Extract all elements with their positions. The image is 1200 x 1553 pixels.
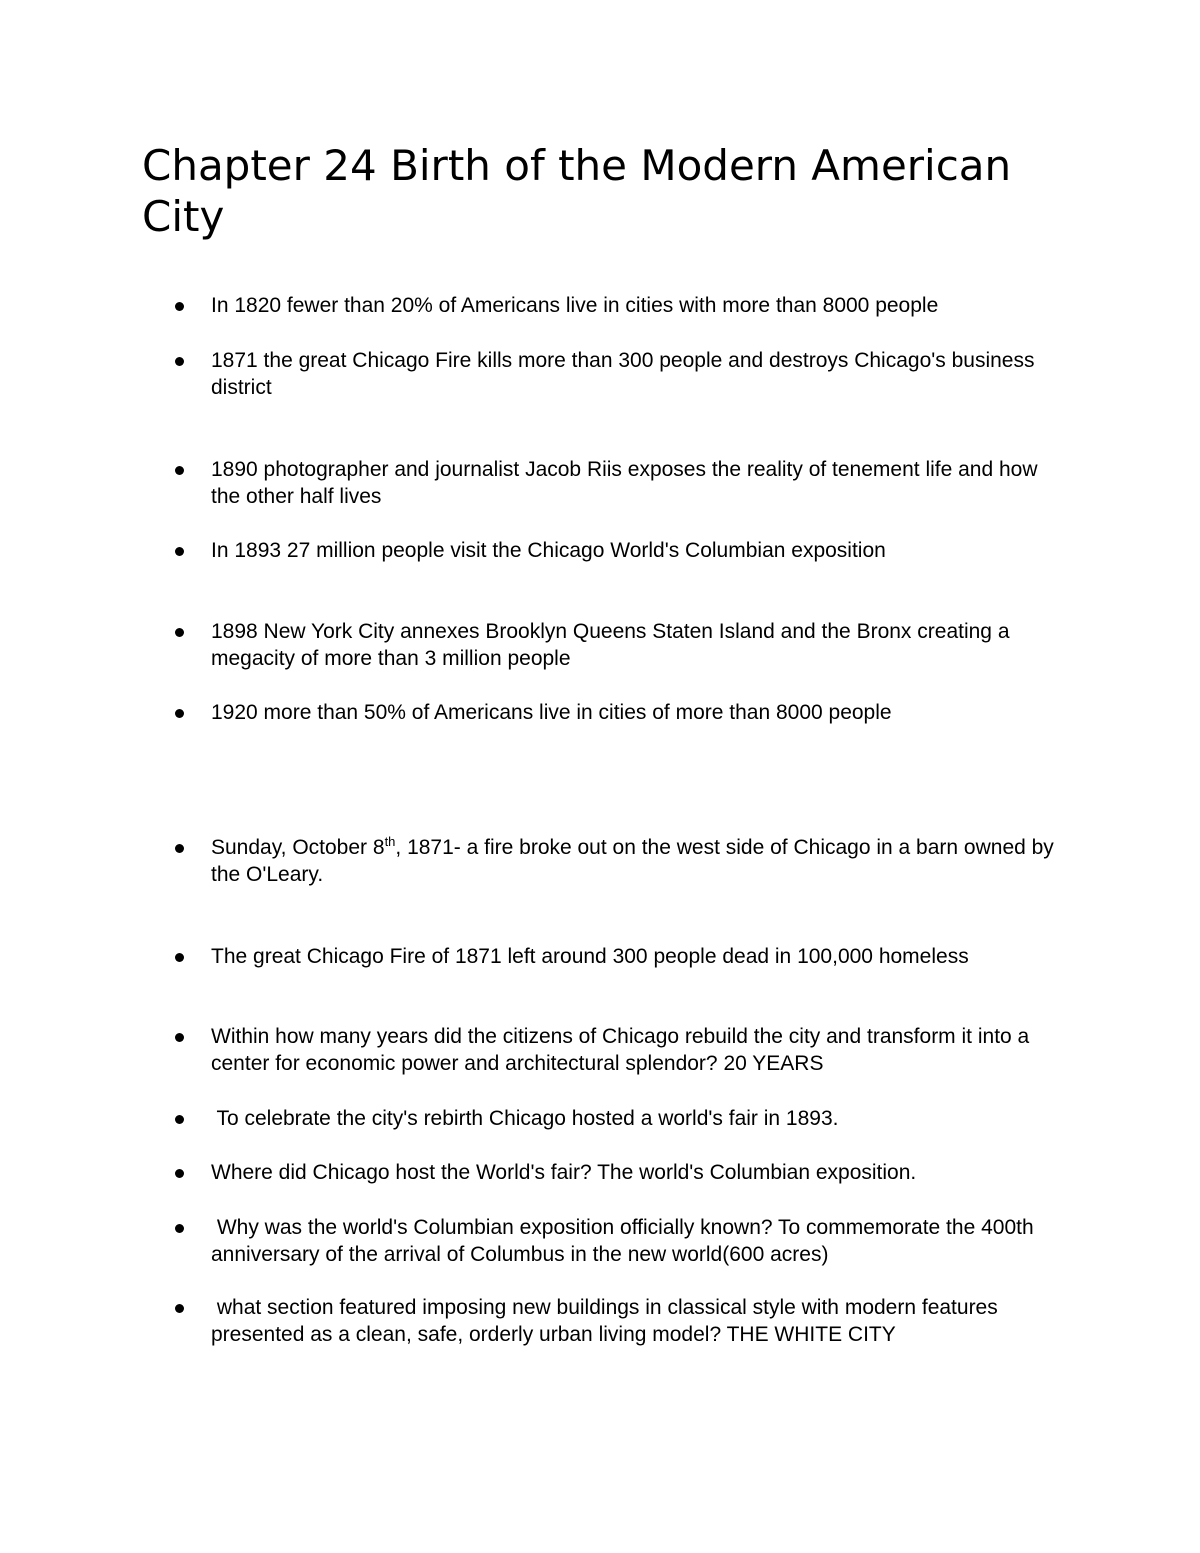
list-item-text: Why was the world's Columbian exposition officially known? To commemorate the 400th anniversary of the arrival of Columbus in the new world(600 acres) xyxy=(211,1216,1040,1266)
list-item xyxy=(211,1294,1061,1348)
list-item xyxy=(211,1159,1061,1186)
list-item xyxy=(211,537,1061,564)
list-item-text: To celebrate the city's rebirth Chicago hosted a world's fair in 1893. xyxy=(211,1107,839,1130)
bullet-icon xyxy=(175,1224,184,1233)
bullet-icon xyxy=(175,709,184,718)
page-title: Chapter 24 Birth of the Modern American City xyxy=(142,141,1012,241)
list-item xyxy=(211,1023,1061,1077)
bullet-icon xyxy=(175,953,184,962)
list-item-text: In 1820 fewer than 20% of Americans live in cities with more than 8000 people xyxy=(211,294,939,317)
list-item-text-start: Sunday, October 8 xyxy=(211,836,385,859)
bullet-icon xyxy=(175,1304,184,1313)
ordinal-suffix: th xyxy=(384,834,396,849)
list-item xyxy=(211,292,1061,319)
bullet-icon xyxy=(175,628,184,637)
bullet-icon xyxy=(175,302,184,311)
list-item-text: 1871 the great Chicago Fire kills more than 300 people and destroys Chicago's business district xyxy=(211,349,1035,399)
list-item xyxy=(211,943,1061,970)
list-item xyxy=(211,456,1061,510)
bullet-icon xyxy=(175,1033,184,1042)
bullet-icon xyxy=(175,547,184,556)
list-item-text xyxy=(211,834,1061,888)
list-item-text: Within how many years did the citizens of Chicago rebuild the city and transform it into a center for economic power and architectural splendor? 20 YEARS xyxy=(211,1025,1030,1075)
list-item-text-end: , 1871- a fire broke out on the west side of Chicago in a barn owned by the O'Leary. xyxy=(211,836,1054,886)
bullet-icon xyxy=(175,1115,184,1124)
list-item xyxy=(211,834,1061,888)
bullet-icon xyxy=(175,357,184,366)
bullet-icon xyxy=(175,844,184,853)
list-item-text: In 1893 27 million people visit the Chicago World's Columbian exposition xyxy=(211,539,886,562)
list-item-text: The great Chicago Fire of 1871 left around 300 people dead in 100,000 homeless xyxy=(211,945,969,968)
list-item-text: Where did Chicago host the World's fair? The world's Columbian exposition. xyxy=(211,1161,917,1184)
list-item-text: 1898 New York City annexes Brooklyn Queens Staten Island and the Bronx creating a megacity of more than 3 million people xyxy=(211,620,1010,670)
list-item-text: what section featured imposing new buildings in classical style with modern features presented as a clean, safe, orderly urban living model? THE WHITE CITY xyxy=(211,1296,1004,1346)
bullet-icon xyxy=(175,1169,184,1178)
list-item-text: 1890 photographer and journalist Jacob Riis exposes the reality of tenement life and how the other half lives xyxy=(211,458,1038,508)
list-item xyxy=(211,1105,1061,1132)
bullet-icon xyxy=(175,466,184,475)
list-item-text: 1920 more than 50% of Americans live in cities of more than 8000 people xyxy=(211,701,892,724)
list-item xyxy=(211,1214,1061,1268)
list-item xyxy=(211,618,1061,672)
list-item xyxy=(211,347,1061,401)
list-item xyxy=(211,699,1061,726)
